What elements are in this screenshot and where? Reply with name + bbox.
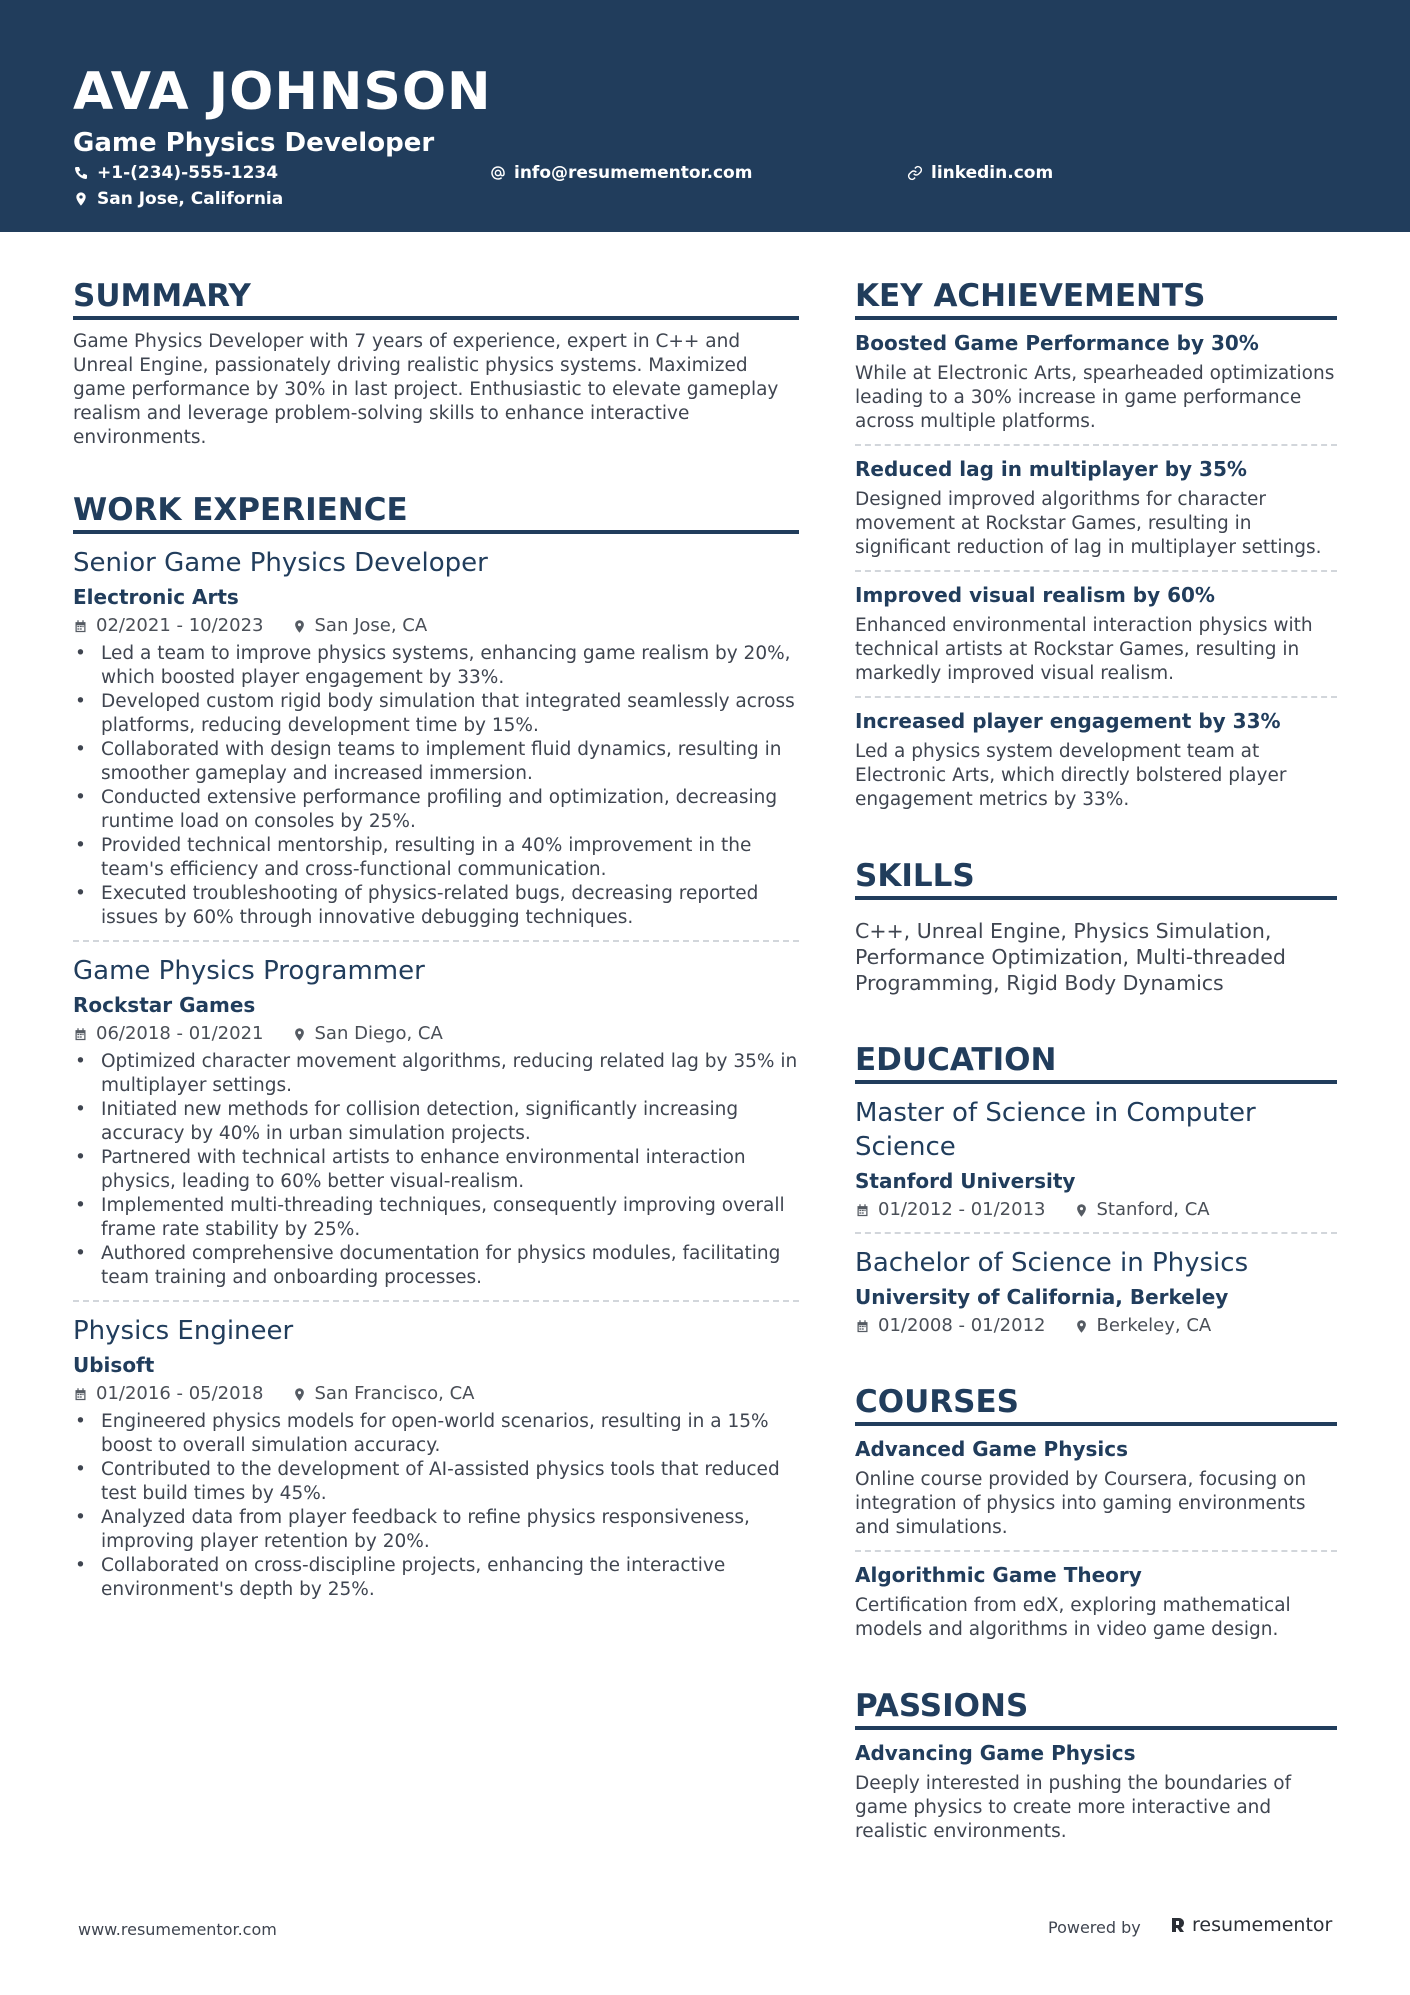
location-pin-icon — [1074, 1203, 1089, 1218]
skills-heading: SKILLS — [855, 856, 1337, 900]
achievement-item — [855, 570, 1337, 696]
summary-text: Game Physics Developer with 7 years of experience, expert in C++ and Unreal Engine, passionately driving realistic physics systems. Maximized game performance by 30% in last project. Enthusiastic to elevate gameplay realism and leverage problem-solving skills to enhance interactive environments. — [73, 331, 779, 448]
achievement-item — [855, 320, 1337, 444]
passion-text: Deeply interested in pushing the boundaries of game physics to create more interactive and realistic environments. — [855, 1773, 1292, 1842]
job-bullet: • Implemented multi-threading techniques, consequently improving overall frame rate stability by 25%. — [73, 1194, 799, 1242]
job-bullets — [73, 642, 799, 930]
summary-heading: SUMMARY — [73, 276, 799, 320]
skills-section — [855, 856, 1337, 996]
job-bullet: • Analyzed data from player feedback to refine physics responsiveness, improving player retention by 20%. — [73, 1506, 799, 1554]
job-meta — [73, 1382, 799, 1406]
job-entry — [73, 1300, 799, 1612]
job-company: Ubisoft — [73, 1353, 155, 1377]
job-dates: 01/2016 - 05/2018 — [96, 1383, 264, 1404]
candidate-role: Game Physics Developer — [73, 128, 435, 158]
summary-section — [73, 276, 799, 450]
right-column — [855, 276, 1337, 1888]
at-icon — [490, 165, 506, 181]
education-dates: 01/2012 - 01/2013 — [878, 1199, 1046, 1220]
contact-email[interactable] — [490, 162, 752, 184]
job-bullet: • Partnered with technical artists to enhance environmental interaction physics, leading to 60% better visual-realism. — [73, 1146, 799, 1194]
contact-linkedin[interactable] — [907, 162, 1053, 184]
job-bullet: • Contributed to the development of AI-assisted physics tools that reduced test build times by 45%. — [73, 1458, 799, 1506]
achievement-item — [855, 696, 1337, 822]
resumementor-logo-icon — [1170, 1916, 1186, 1934]
job-meta — [73, 1022, 799, 1046]
courses-heading: COURSES — [855, 1382, 1337, 1426]
achievements-section — [855, 276, 1337, 822]
location-pin-icon — [292, 1027, 307, 1042]
contact-linkedin-text: linkedin.com — [931, 163, 1054, 183]
experience-section — [73, 490, 799, 1612]
job-bullet: • Collaborated with design teams to implement fluid dynamics, resulting in smoother gameplay and increased immersion. — [73, 738, 799, 786]
passion-title: Advancing Game Physics — [855, 1741, 1136, 1765]
achievement-text: Designed improved algorithms for character movement at Rockstar Games, resulting in significant reduction of lag in multiplayer settings. — [855, 489, 1322, 558]
course-item — [855, 1426, 1337, 1550]
candidate-name: AVA JOHNSON — [73, 62, 492, 122]
job-entry — [73, 940, 799, 1300]
job-location: San Jose, CA — [314, 615, 428, 636]
achievements-heading: KEY ACHIEVEMENTS — [855, 276, 1337, 320]
job-title: Game Physics Programmer — [73, 956, 425, 986]
job-bullets — [73, 1410, 799, 1602]
achievement-title: Improved visual realism by 60% — [855, 583, 1215, 607]
calendar-icon — [855, 1203, 870, 1218]
education-heading: EDUCATION — [855, 1040, 1337, 1084]
job-bullet: • Optimized character movement algorithms, reducing related lag by 35% in multiplayer settings. — [73, 1050, 799, 1098]
job-dates: 02/2021 - 10/2023 — [96, 615, 264, 636]
job-dates: 06/2018 - 01/2021 — [96, 1023, 264, 1044]
job-meta — [73, 614, 799, 638]
education-school: University of California, Berkeley — [855, 1285, 1229, 1309]
course-title: Advanced Game Physics — [855, 1437, 1128, 1461]
job-bullet: • Developed custom rigid body simulation that integrated seamlessly across platforms, reducing development time by 15%. — [73, 690, 799, 738]
education-item — [855, 1084, 1337, 1232]
experience-heading: WORK EXPERIENCE — [73, 490, 799, 534]
footer-brand-name: resumementor — [1192, 1914, 1333, 1936]
resume-header — [0, 0, 1410, 232]
achievement-text: Enhanced environmental interaction physics with technical artists at Rockstar Games, resulting in markedly improved visual realism. — [855, 615, 1313, 684]
course-title: Algorithmic Game Theory — [855, 1563, 1142, 1587]
education-location: Stanford, CA — [1096, 1199, 1210, 1220]
achievement-title: Increased player engagement by 33% — [855, 709, 1281, 733]
calendar-icon — [73, 1027, 88, 1042]
passions-section — [855, 1686, 1337, 1854]
achievement-text: While at Electronic Arts, spearheaded optimizations leading to a 30% increase in game performance across multiple platforms. — [855, 363, 1335, 432]
course-text: Online course provided by Coursera, focusing on integration of physics into gaming environments and simulations. — [855, 1469, 1307, 1538]
education-location: Berkeley, CA — [1096, 1315, 1212, 1336]
achievement-title: Reduced lag in multiplayer by 35% — [855, 457, 1247, 481]
contact-phone-text: +1-(234)-555-1234 — [97, 163, 279, 183]
job-location: San Francisco, CA — [314, 1383, 475, 1404]
education-item — [855, 1232, 1337, 1348]
education-meta — [855, 1314, 1337, 1338]
phone-icon — [73, 165, 89, 181]
job-bullet: • Executed troubleshooting of physics-related bugs, decreasing reported issues by 60% through innovative debugging techniques. — [73, 882, 799, 930]
job-company: Electronic Arts — [73, 585, 239, 609]
calendar-icon — [73, 619, 88, 634]
left-column — [73, 276, 799, 1646]
location-pin-icon — [73, 191, 89, 207]
job-title: Senior Game Physics Developer — [73, 548, 488, 578]
job-location: San Diego, CA — [314, 1023, 443, 1044]
job-bullet: • Engineered physics models for open-world scenarios, resulting in a 15% boost to overall simulation accuracy. — [73, 1410, 799, 1458]
calendar-icon — [855, 1319, 870, 1334]
education-degree: Master of Science in Computer Science — [855, 1098, 1256, 1162]
passion-item — [855, 1730, 1337, 1854]
achievement-title: Boosted Game Performance by 30% — [855, 331, 1259, 355]
job-bullet: • Provided technical mentorship, resulting in a 40% improvement in the team's efficiency and cross-functional communication. — [73, 834, 799, 882]
courses-section — [855, 1382, 1337, 1652]
footer-website-link[interactable]: www.resumementor.com — [78, 1920, 277, 1939]
footer-brand-logo[interactable] — [1170, 1914, 1332, 1936]
education-meta — [855, 1198, 1337, 1222]
job-title: Physics Engineer — [73, 1316, 294, 1346]
location-pin-icon — [1074, 1319, 1089, 1334]
course-text: Certification from edX, exploring mathematical models and algorithms in video game design. — [855, 1595, 1291, 1640]
job-company: Rockstar Games — [73, 993, 256, 1017]
education-degree: Bachelor of Science in Physics — [855, 1248, 1249, 1278]
job-bullet: • Authored comprehensive documentation for physics modules, facilitating team training and onboarding processes. — [73, 1242, 799, 1290]
passions-heading: PASSIONS — [855, 1686, 1337, 1730]
contact-location-text: San Jose, California — [97, 189, 284, 209]
contact-location — [73, 188, 283, 210]
education-section — [855, 1040, 1337, 1348]
calendar-icon — [73, 1387, 88, 1402]
location-pin-icon — [292, 619, 307, 634]
job-bullet: • Conducted extensive performance profiling and optimization, decreasing runtime load on consoles by 25%. — [73, 786, 799, 834]
job-bullet: • Initiated new methods for collision detection, significantly increasing accuracy by 40% in urban simulation projects. — [73, 1098, 799, 1146]
contact-phone[interactable] — [73, 162, 278, 184]
job-bullets — [73, 1050, 799, 1290]
job-entry — [73, 534, 799, 940]
link-icon — [907, 165, 923, 181]
footer-powered-by: Powered by — [1048, 1918, 1141, 1937]
job-bullet: • Led a team to improve physics systems, enhancing game realism by 20%, which boosted player engagement by 33%. — [73, 642, 799, 690]
contact-email-text: info@resumementor.com — [514, 163, 753, 183]
job-bullet: • Collaborated on cross-discipline projects, enhancing the interactive environment's depth by 25%. — [73, 1554, 799, 1602]
achievement-text: Led a physics system development team at Electronic Arts, which directly bolstered player engagement metrics by 33%. — [855, 741, 1287, 810]
education-school: Stanford University — [855, 1169, 1076, 1193]
education-dates: 01/2008 - 01/2012 — [878, 1315, 1046, 1336]
location-pin-icon — [292, 1387, 307, 1402]
course-item — [855, 1550, 1337, 1652]
skills-list: C++, Unreal Engine, Physics Simulation, Performance Optimization, Multi-threaded Programming, Rigid Body Dynamics — [855, 919, 1286, 995]
achievement-item — [855, 444, 1337, 570]
